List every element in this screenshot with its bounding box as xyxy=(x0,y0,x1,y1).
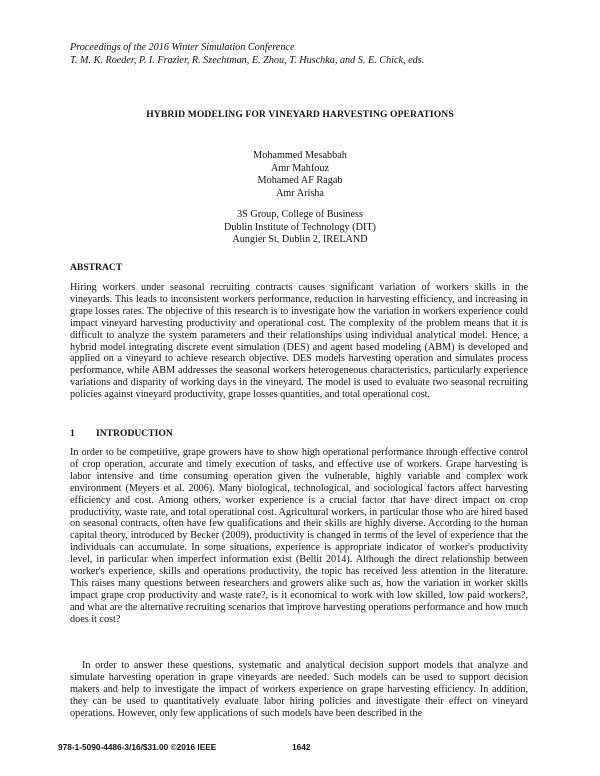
affiliation-line: Dublin Institute of Technology (DIT) xyxy=(224,221,376,233)
section-number: 1 xyxy=(70,428,75,439)
introduction-paragraph-1: In order to be competitive, grape growers have to show high operational performance through effective control of crop operation, accurate and timely execution of tasks, and effective use of workers. Grape harvesting is labor intensive and time consuming operation given the vulnerable, highly variable and complex work environment (Meyers et al. 2006). Many biological, technological, and sociological factors affect harvesting efficiency and cost. Among others, worker experience is a crucial factor that have direct impact on crop productivity, waste rate, and total operational cost. Agricultural workers, in particular those who are hired based on seasonal contracts, often have few qualifications and their skills are highly diverse. According to the human capital theory, introduced by Becker (2009), productivity is changed in terms of the level of experience that the individuals can accumulate. In some situations, experience is appropriate indicator of worker's productivity level, in particular when imperfect information exist (Bellit 2014). Although the direct relationship between worker's experience, skills and operations productivity, the topic has received less attention in the literature. This raises many questions between researchers and growers alike such as, how the variation in worker skills impact grape crop productivity and waste rate?, is it economical to work with low skilled, low paid workers?, and what are the alternative recruiting scenarios that improve harvesting operations performance and how much does it cost? xyxy=(70,447,528,625)
author-name: Mohammed Mesabbah xyxy=(253,150,347,161)
author-list xyxy=(0,150,600,200)
author-name: Amr Arisha xyxy=(276,187,324,199)
conference-name: Proceedings of the 2016 Winter Simulation Conference xyxy=(70,42,295,53)
editors-line: T. M. K. Roeder, P. I. Frazier, R. Szechtman, E. Zhou, T. Huschka, and S. E. Chick, eds. xyxy=(70,55,425,66)
page-number: 1642 xyxy=(292,742,311,752)
conference-header xyxy=(70,41,550,67)
author-name: Mohamed AF Ragab xyxy=(257,175,343,187)
footer-isbn: 978-1-5090-4486-3/16/$31.00 ©2016 IEEE xyxy=(58,742,217,752)
affiliation-block xyxy=(0,209,600,247)
introduction-heading xyxy=(70,428,173,439)
abstract-text: Hiring workers under seasonal recruiting contracts causes significant variation of workers skills in the vineyards. This leads to inconsistent workers performance, reduction in harvesting efficiency, and increasing in grape losses rates. The objective of this research is to investigate how the variation in workers experience could impact vineyard harvesting productivity and operational cost. The complexity of the problem means that it is difficult to analyze the system parameters and their relationships using individual analytical model. Hence, a hybrid model integrating discrete event simulation (DES) and agent based modeling (ABM) is developed and applied on a vineyard to achieve research objective. DES models harvesting operation and simulates process performance, while ABM addresses the seasonal workers heterogeneous characteristics, particularly experience variations and disparity of working days in the vineyard. The model is used to evaluate two seasonal recruiting policies against vineyard productivity, grape losses quantities, and total operational cost. xyxy=(70,282,528,401)
affiliation-line: Aungier St, Dublin 2, IRELAND xyxy=(232,234,368,246)
paper-title: HYBRID MODELING FOR VINEYARD HARVESTING OPERATIONS xyxy=(146,109,454,120)
abstract-heading: ABSTRACT xyxy=(70,262,123,273)
author-name: Amr Mahfouz xyxy=(271,162,329,174)
affiliation-line: 3S Group, College of Business xyxy=(237,209,363,220)
section-title: INTRODUCTION xyxy=(96,428,173,439)
introduction-paragraph-2: In order to answer these questions, systematic and analytical decision support models that analyze and simulate harvesting operation in grape vineyards are needed. Such models can be used to support decision makers and help to investigate the impact of workers experience on grape harvesting efficiency. In addition, they can be used to quantitatively evaluate labor hiring policies and investigate their effect on vineyard operations. However, only few applications of such models have been described in the xyxy=(70,660,528,719)
